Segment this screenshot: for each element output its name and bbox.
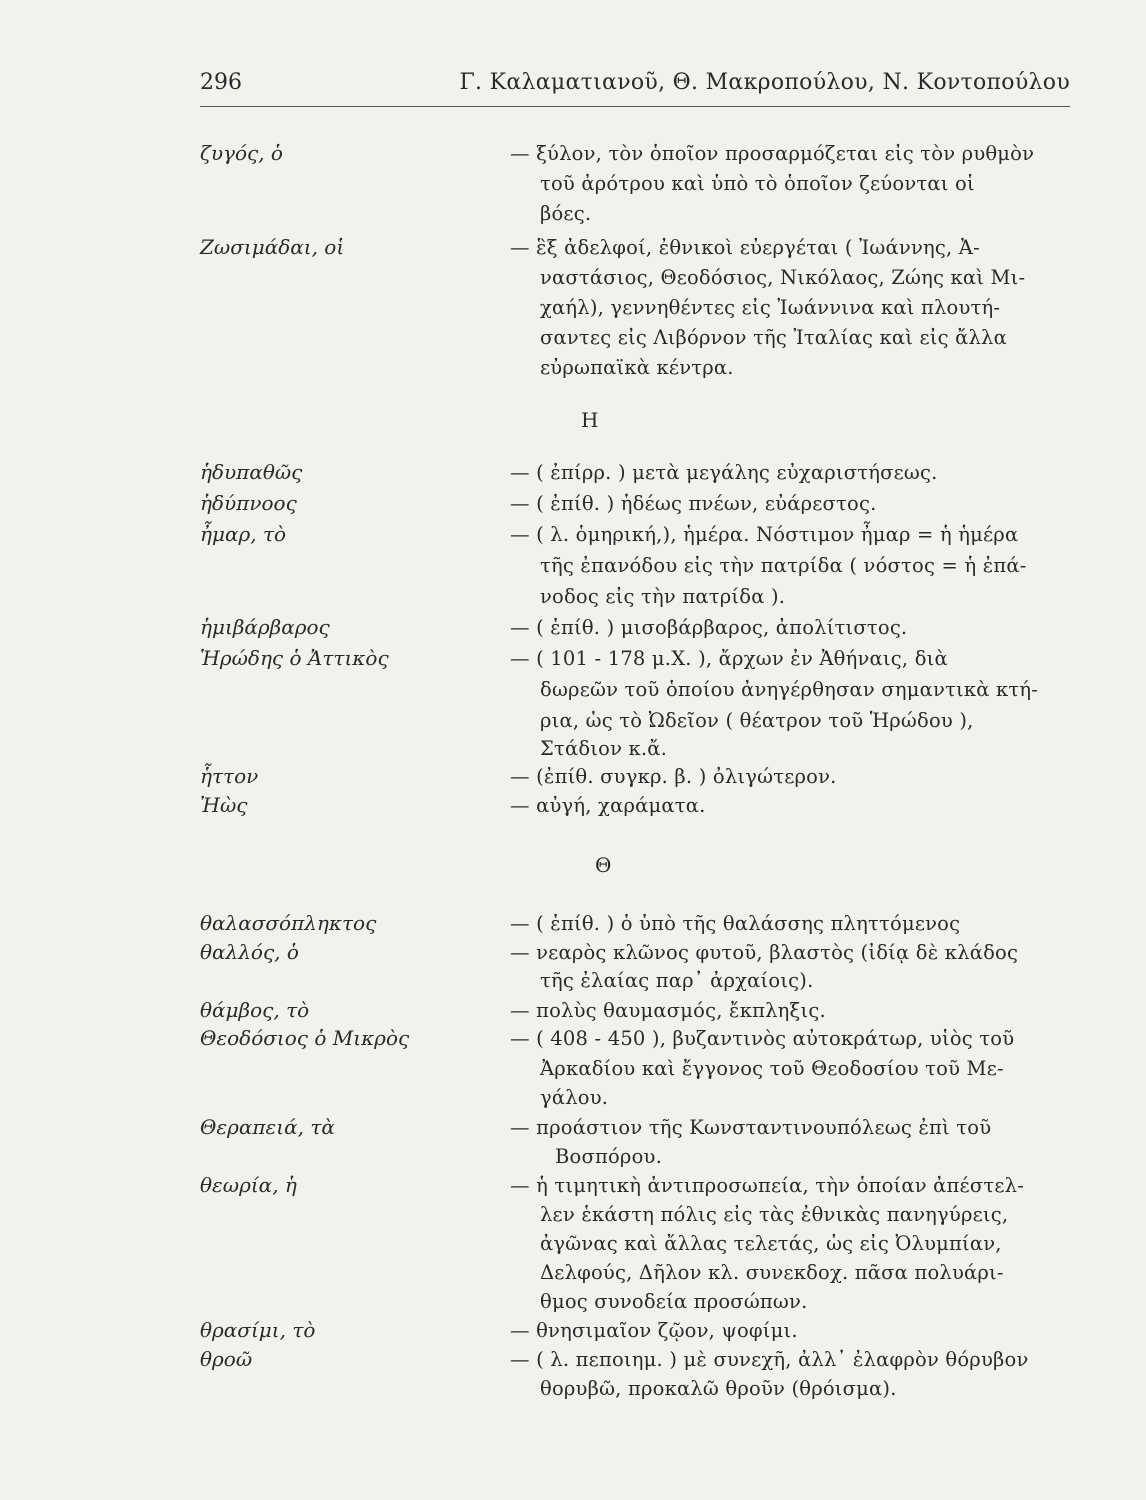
definition-line: — ( 408 - 450 ), βυζαντινὸς αὐτοκράτωρ, υἱὸς τοῦ xyxy=(510,1027,1015,1050)
lemma: Θεραπειά, τὰ xyxy=(200,1115,335,1139)
definition-line: — ( ἐπίθ. ) μισοβάρβαρος, ἀπολίτιστος. xyxy=(510,616,908,639)
lemma: θεωρία, ἡ xyxy=(200,1173,297,1197)
definition-line: θορυβῶ, προκαλῶ θροῦν (θρόισμα). xyxy=(540,1377,897,1400)
definition-line: ἀγῶνας καὶ ἄλλας τελετάς, ὡς εἰς Ὀλυμπίαν, xyxy=(540,1232,1002,1255)
definition-line: βόες. xyxy=(540,202,592,225)
lemma: ἡμιβάρβαρος xyxy=(200,615,330,639)
definition-line: ναστάσιος, Θεοδόσιος, Νικόλαος, Ζώης καὶ Μι- xyxy=(540,266,1026,289)
definition-line: λεν ἑκάστη πόλις εἰς τὰς ἐθνικὰς πανηγύρεις, xyxy=(540,1203,1009,1226)
lemma: Ἡρώδης ὁ Ἀττικὸς xyxy=(200,646,389,670)
section-letter-theta: Θ xyxy=(595,853,612,877)
lemma: ζυγός, ὁ xyxy=(200,141,283,165)
lemma: θρασίμι, τὸ xyxy=(200,1318,316,1342)
header-rule xyxy=(200,106,1070,107)
page-number: 296 xyxy=(200,70,242,95)
lemma: ἡδυπαθῶς xyxy=(200,460,303,484)
definition-line: — αὐγή, χαράματα. xyxy=(510,794,706,817)
lemma: ἦμαρ, τὸ xyxy=(200,522,287,546)
definition-line: — προάστιον τῆς Κωνσταντινουπόλεως ἐπὶ τοῦ xyxy=(510,1116,992,1139)
definition-line: νοδος εἰς τὴν πατρίδα ). xyxy=(540,585,786,608)
definition-line: Βοσπόρου. xyxy=(555,1145,662,1168)
lemma: θροῶ xyxy=(200,1347,253,1371)
definition-line: — ( ἐπίθ. ) ὁ ὑπὸ τῆς θαλάσσης πληττόμενος xyxy=(510,912,961,935)
definition-line: τῆς ἐπανόδου εἰς τὴν πατρίδα ( νόστος = ἡ ἐπά- xyxy=(540,554,1027,577)
lemma: θαλλός, ὁ xyxy=(200,940,299,964)
section-letter-eta: Η xyxy=(581,408,599,432)
lemma: Ἠὼς xyxy=(200,793,248,817)
definition-line: δωρεῶν τοῦ ὁποίου ἀνηγέρθησαν σημαντικὰ κτή- xyxy=(540,678,1039,701)
definition-line: Ἀρκαδίου καὶ ἔγγονος τοῦ Θεοδοσίου τοῦ Με- xyxy=(540,1057,1004,1080)
definition-line: — πολὺς θαυμασμός, ἔκπληξις. xyxy=(510,999,826,1022)
lemma: Ζωσιμάδαι, οἱ xyxy=(200,235,345,259)
definition-line: Στάδιον κ.ἄ. xyxy=(540,737,668,760)
definition-line: τῆς ἐλαίας παρ᾽ ἀρχαίοις). xyxy=(540,969,814,992)
definition-line: ρια, ὡς τὸ Ὠδεῖον ( θέατρον τοῦ Ἡρώδου ), xyxy=(540,709,974,732)
definition-line: εὐρωπαϊκὰ κέντρα. xyxy=(540,356,734,379)
definition-line: τοῦ ἀρότρου καὶ ὑπὸ τὸ ὁποῖον ζεύονται οἱ xyxy=(540,172,975,195)
lemma: ἡδύπνοος xyxy=(200,491,297,515)
definition-line: σαντες εἰς Λιβόρνον τῆς Ἰταλίας καὶ εἰς ἄλλα xyxy=(540,326,1007,349)
running-title: Γ. Καλαματιανοῦ, Θ. Μακροπούλου, Ν. Κοντοπούλου xyxy=(459,70,1070,95)
definition-line: — ξύλον, τὸν ὁποῖον προσαρμόζεται εἰς τὸν ρυθμὸν xyxy=(510,142,1035,165)
definition-line: — ( 101 - 178 μ.Χ. ), ἄρχων ἐν Ἀθήναις, διὰ xyxy=(510,647,948,670)
definition-line: — (ἐπίθ. συγκρ. β. ) ὀλιγώτερον. xyxy=(510,765,837,788)
definition-line: θμος συνοδεία προσώπων. xyxy=(540,1290,808,1313)
definition-line: — θνησιμαῖον ζῷον, ψοφίμι. xyxy=(510,1319,798,1342)
definition-line: Δελφούς, Δῆλον κλ. συνεκδοχ. πᾶσα πολυάρι- xyxy=(540,1261,1004,1284)
definition-line: — ( λ. πεποιημ. ) μὲ συνεχῆ, ἀλλ᾽ ἐλαφρὸν θόρυβον xyxy=(510,1348,1029,1371)
definition-line: — νεαρὸς κλῶνος φυτοῦ, βλαστὸς (ἰδίᾳ δὲ κλάδος xyxy=(510,941,1019,964)
definition-line: — ἡ τιμητικὴ ἀντιπροσωπεία, τὴν ὁποίαν ἀπέστελ- xyxy=(510,1174,1025,1197)
definition-line: γάλου. xyxy=(540,1086,609,1109)
definition-line: χαήλ), γεννηθέντες εἰς Ἰωάννινα καὶ πλουτή- xyxy=(540,296,1001,319)
definition-line: — ( ἐπίθ. ) ἡδέως πνέων, εὐάρεστος. xyxy=(510,492,877,515)
definition-line: — ἓξ ἀδελφοί, ἐθνικοὶ εὐεργέται ( Ἰωάννης, Ἀ- xyxy=(510,236,980,259)
lemma: θαλασσόπληκτος xyxy=(200,911,377,935)
lemma: Θεοδόσιος ὁ Μικρὸς xyxy=(200,1026,410,1050)
lemma: θάμβος, τὸ xyxy=(200,998,310,1022)
definition-line: — ( λ. ὁμηρική,), ἡμέρα. Νόστιμον ἦμαρ = ἡ ἡμέρα xyxy=(510,523,1019,546)
page-header xyxy=(200,70,1070,104)
lemma: ἧττον xyxy=(200,764,259,788)
definition-line: — ( ἐπίρρ. ) μετὰ μεγάλης εὐχαριστήσεως. xyxy=(510,461,938,484)
